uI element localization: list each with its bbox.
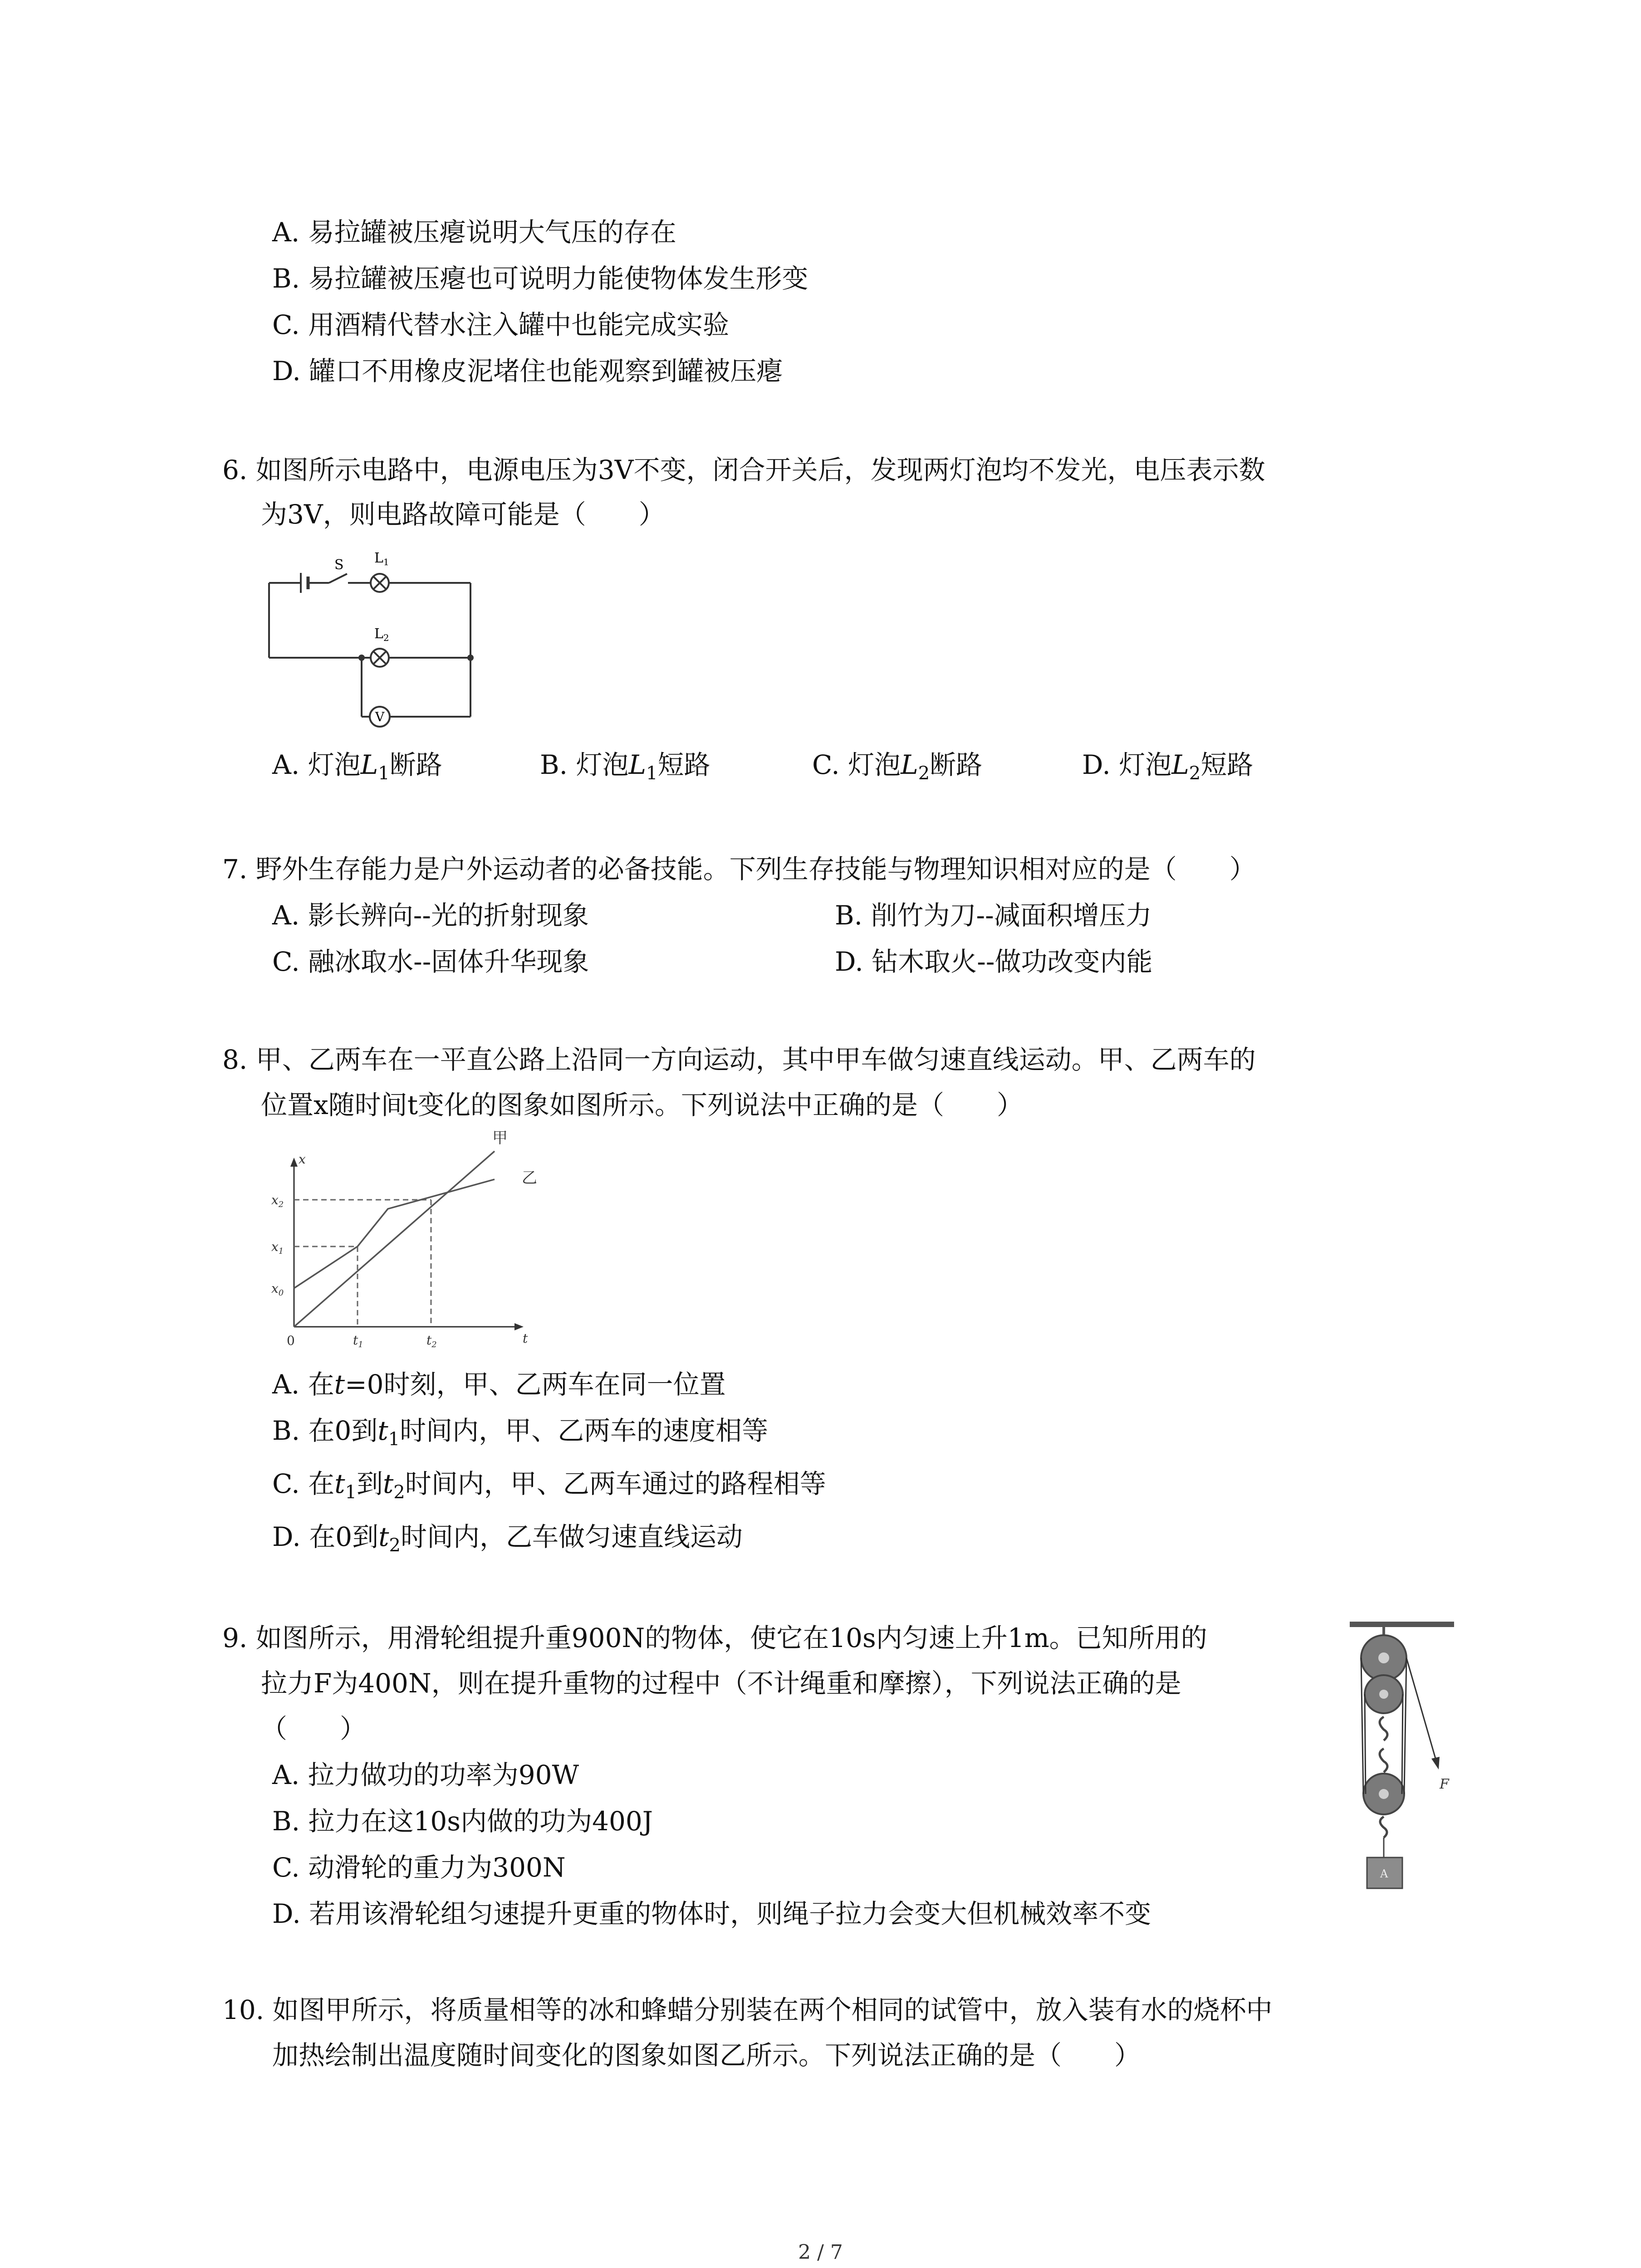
q10-stem-line1: 10. 如图甲所示，将质量相等的冰和蜂蜡分别装在两个相同的试管中，放入装有水的烧杯中 bbox=[222, 1994, 1273, 2025]
q10-stem-line2: 加热绘制出温度随时间变化的图象如图乙所示。下列说法正确的是（ ） bbox=[272, 2040, 1141, 2071]
voltmeter-label: V bbox=[375, 709, 385, 724]
q8-option-b: B. 在0到$t_1$时间内，甲、乙两车的速度相等 bbox=[272, 1415, 769, 1450]
q7-stem: 7. 野外生存能力是户外运动者的必备技能。下列生存技能与物理知识相对应的是（ ） bbox=[222, 854, 1256, 885]
q8-option-a: A. 在t=0时刻，甲、乙两车在同一位置 bbox=[272, 1369, 726, 1400]
svg-text:x1: $x_1$ bbox=[271, 1239, 284, 1256]
q8-position-time-graph bbox=[259, 1125, 540, 1352]
svg-text:F: F bbox=[1440, 1776, 1449, 1792]
q7-option-c: C. 融冰取水--固体升华现象 bbox=[272, 946, 589, 977]
svg-text:0: 0 bbox=[287, 1333, 295, 1348]
svg-text:t1: $t_1$ bbox=[353, 1333, 363, 1349]
switch-label: S bbox=[334, 557, 344, 573]
label-yi: 乙 bbox=[522, 1169, 537, 1187]
q6-stem-line2: 为3V，则电路故障可能是（ ） bbox=[261, 499, 665, 530]
q9-pulley-diagram bbox=[1350, 1613, 1468, 1907]
q6-option-c: C. 灯泡$L_2$断路 bbox=[812, 749, 983, 784]
q8-option-c: C. 在$t_1$到$t_2$时间内，甲、乙两车通过的路程相等 bbox=[272, 1468, 826, 1503]
q6-stem-line1: 6. 如图所示电路中，电源电压为3V不变，闭合开关后，发现两灯泡均不发光，电压表示数 bbox=[222, 455, 1265, 485]
q9-option-a: A. 拉力做功的功率为90W bbox=[272, 1760, 579, 1790]
q9-option-d: D. 若用该滑轮组匀速提升更重的物体时，则绳子拉力会变大但机械效率不变 bbox=[272, 1898, 1151, 1929]
q6-circuit-diagram bbox=[265, 538, 483, 733]
q6-option-d: D. 灯泡$L_2$短路 bbox=[1082, 749, 1254, 784]
q8-stem-line2: 位置x随时间t变化的图象如图所示。下列说法中正确的是（ ） bbox=[261, 1090, 1024, 1120]
q7-option-a: A. 影长辨向--光的折射现象 bbox=[272, 900, 589, 931]
svg-text:x: x bbox=[299, 1152, 306, 1167]
q7-option-d: D. 钻木取火--做功改变内能 bbox=[835, 946, 1153, 977]
svg-text:L2: $L_2$ bbox=[374, 626, 389, 643]
label-jia: 甲 bbox=[492, 1129, 508, 1147]
q5-option-b: B. 易拉罐被压瘪也可说明力能使物体发生形变 bbox=[272, 263, 808, 294]
q8-option-d: D. 在0到$t_2$时间内，乙车做匀速直线运动 bbox=[272, 1521, 743, 1556]
page-number: 2 / 7 bbox=[798, 2241, 843, 2264]
q5-option-a: A. 易拉罐被压瘪说明大气压的存在 bbox=[272, 217, 676, 248]
q9-stem-line2: 拉力F为400N，则在提升重物的过程中（不计绳重和摩擦），下列说法正确的是 bbox=[261, 1668, 1181, 1699]
q5-option-d: D. 罐口不用橡皮泥堵住也能观察到罐被压瘪 bbox=[272, 356, 783, 386]
q9-option-c: C. 动滑轮的重力为300N bbox=[272, 1852, 566, 1883]
q6-option-b: B. 灯泡$L_1$短路 bbox=[540, 749, 710, 784]
svg-text:t: t bbox=[523, 1331, 528, 1346]
q6-option-a: A. 灯泡$L_1$断路 bbox=[272, 749, 442, 784]
q5-option-c: C. 用酒精代替水注入罐中也能完成实验 bbox=[272, 309, 730, 340]
q9-option-b: B. 拉力在这10s内做的功为400J bbox=[272, 1806, 653, 1837]
svg-text:L1: $L_1$ bbox=[374, 550, 389, 567]
q9-stem-line1: 9. 如图所示，用滑轮组提升重900N的物体，使它在10s内匀速上升1m。已知所用的 bbox=[222, 1623, 1207, 1653]
svg-text:x0: $x_0$ bbox=[271, 1281, 284, 1298]
q9-stem-line3: （ ） bbox=[261, 1713, 367, 1744]
svg-text:x2: $x_2$ bbox=[271, 1193, 284, 1209]
q7-option-b: B. 削竹为刀--减面积增压力 bbox=[835, 900, 1152, 931]
q8-stem-line1: 8. 甲、乙两车在一平直公路上沿同一方向运动，其中甲车做匀速直线运动。甲、乙两车的 bbox=[222, 1044, 1256, 1075]
svg-text:A: A bbox=[1380, 1867, 1388, 1880]
svg-text:t2: $t_2$ bbox=[426, 1333, 437, 1349]
